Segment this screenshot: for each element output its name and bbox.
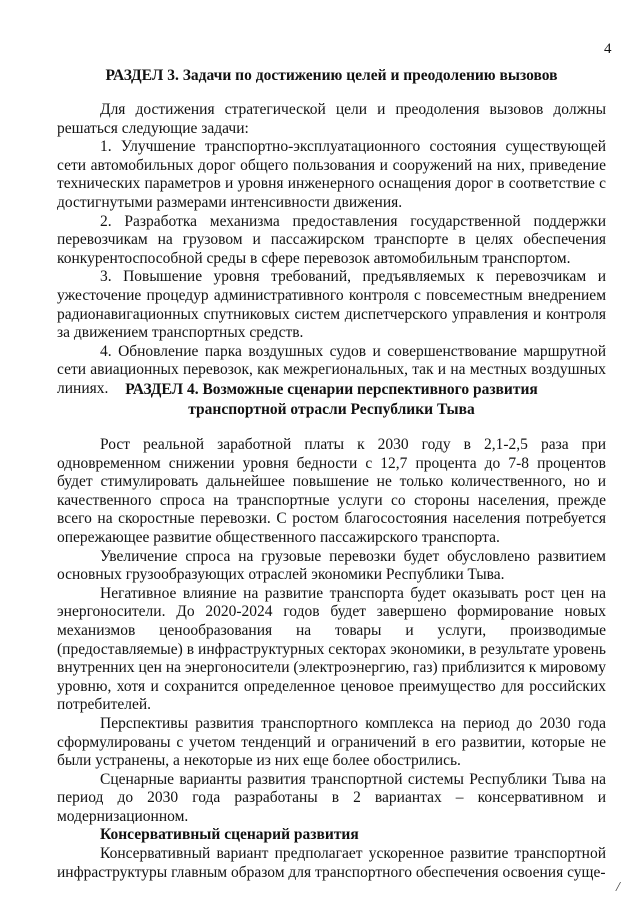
section-4-paragraph-1: Рост реальной заработной платы к 2030 году в 2,1-2,5 раза при одновременном снижении уровня бедности с 12,7 процента до 7-8 процентов будет стимулировать дальнейшее повышение не только количественного, но и качественного спроса на транспортные услуги со стороны населения, прежде всего на скоростные перевозки. С ростом благосостояния населения потребуется опережающее развитие общественного пассажирского транспорта. [57,436,606,546]
section-3-title: РАЗДЕЛ 3. Задачи по достижению целей и преодолению вызовов [105,67,558,84]
conservative-scenario-heading: Консервативный сценарий развития [100,826,359,844]
section-3-intro-paragraph: Для достижения стратегической цели и преодоления вызовов должны решаться следующие задачи: [57,101,606,137]
section-4-paragraph-4: Перспективы развития транспортного комплекса на период до 2030 года сформулированы с учетом тенденций и ограничений в его развитии, которые не были устранены, а некоторые из них еще более обострились. [57,714,606,770]
section-4-title [57,380,606,420]
section-4-paragraph-3: Негативное влияние на развитие транспорта будет оказывать рост цен на энергоносители. До 2020-2024 годов будет завершено формирование новых механизмов ценообразования на товары и услуги, производимые (предоставляемые) в инфраструктурных секторах экономики, в результате уровень внутренних цен на энергоносители (электроэнергию, газ) приблизится к мировому уровню, хотя и сохранится определенное ценовое преимущество для российских потребителей. [57,584,606,714]
section-3-task-1: 1. Улучшение транспортно-эксплуатационного состояния существующей сети автомобильных дорог общего пользования и сооружений на них, приведение технических параметров и уровня инженерного оснащения дорог в соответствие с достигнутыми размерами интенсивности движения. [57,138,606,211]
section-4-paragraph-2: Увеличение спроса на грузовые перевозки будет обусловлено развитием основных грузообразующих отраслей экономики Республики Тыва. [57,547,606,584]
section-3-task-2: 2. Разработка механизма предоставления государственной поддержки перевозчикам на грузовом и пассажирском транспорте в целях обеспечения конкурентоспособной среды в сфере перевозок автомобильным транспортом. [57,212,606,267]
section-4-body [57,436,606,882]
section-3-body [57,101,606,399]
section-4-title-line-1: РАЗДЕЛ 4. Возможные сценарии перспективного развития [125,381,538,398]
corner-handwritten-mark: / [616,880,620,895]
section-4-paragraph-5: Сценарные варианты развития транспортной системы Республики Тыва на период до 2030 года разработаны в 2 вариантах – консервативном и модернизационном. [57,770,606,825]
section-3-task-4: 4. Обновление парка воздушных судов и совершенствование маршрутной сети авиационных перевозок, как межрегиональных, так и на местных воздушных линиях. [57,342,606,397]
section-3-task-3: 3. Повышение уровня требований, предъявляемых к перевозчикам и ужесточение процедур административного контроля с повсеместным внедрением радионавигационных спутниковых систем диспетчерского управления и контроля за движением транспортных средств. [57,268,606,342]
page-number: 4 [604,41,612,57]
section-4-title-line-2: транспортной отрасли Республики Тыва [188,401,475,418]
conservative-scenario-paragraph: Консервативный вариант предполагает ускоренное развитие транспортной инфраструктуры главным образом для транспортного обеспечения освоения суще- [57,845,606,881]
